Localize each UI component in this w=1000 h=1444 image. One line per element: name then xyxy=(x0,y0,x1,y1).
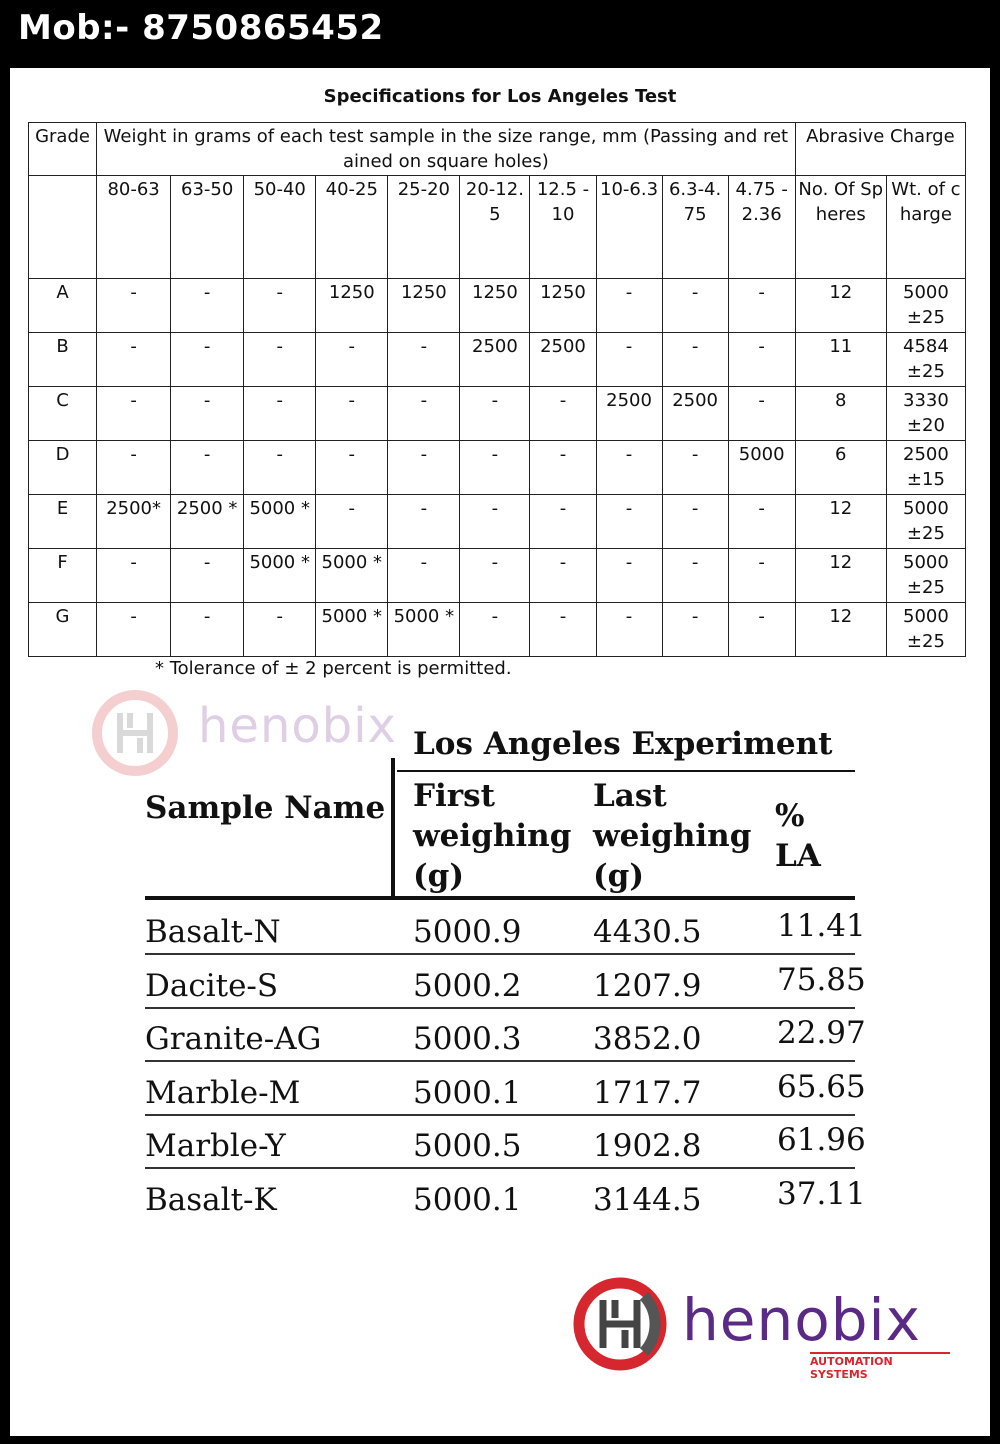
spec-cell: - xyxy=(244,387,316,441)
spec-cell: - xyxy=(530,603,596,657)
spec-cell: - xyxy=(662,333,728,387)
percent-la-cell: 65.65 xyxy=(777,1068,866,1105)
spec-grade-cell: A xyxy=(29,279,97,333)
first-weighing-cell: 5000.2 xyxy=(413,967,522,1004)
brand-logo xyxy=(570,1274,950,1381)
spec-cell: - xyxy=(596,441,662,495)
last-weighing-cell: 4430.5 xyxy=(593,914,702,950)
spec-grade-cell: C xyxy=(29,387,97,441)
spec-row-e xyxy=(29,495,966,549)
spec-cell: 2500 xyxy=(460,333,530,387)
spec-cell: - xyxy=(596,333,662,387)
sample-name-cell: Basalt-N xyxy=(145,914,281,950)
spec-size-4: 25-20 xyxy=(388,176,460,279)
spec-cell: 2500 * xyxy=(171,495,244,549)
spec-cell: - xyxy=(728,333,795,387)
spec-row-f xyxy=(29,549,966,603)
spec-cell: 5000 * xyxy=(244,495,316,549)
sample-name-cell: Granite-AG xyxy=(145,1021,322,1057)
henobix-logo-icon xyxy=(570,1274,670,1374)
header-bar xyxy=(0,0,1000,66)
spec-cell: - xyxy=(662,495,728,549)
spec-cell: - xyxy=(530,495,596,549)
spec-row-a xyxy=(29,279,966,333)
spec-grade-cell: E xyxy=(29,495,97,549)
spec-size-9: 4.75 - 2.36 xyxy=(728,176,795,279)
sample-name-cell: Basalt-K xyxy=(145,1181,277,1218)
spec-cell: 5000 ±25 xyxy=(886,279,965,333)
last-weighing-cell: 1717.7 xyxy=(593,1074,702,1111)
percent-la-cell: 75.85 xyxy=(777,961,866,998)
head-sample-name: Sample Name xyxy=(145,790,386,826)
spec-cell: - xyxy=(728,279,795,333)
spec-cell: - xyxy=(316,441,388,495)
spec-cell: - xyxy=(316,387,388,441)
experiment-row xyxy=(145,902,866,955)
spec-cell: 1250 xyxy=(530,279,596,333)
last-weighing-cell: 3144.5 xyxy=(593,1181,702,1218)
spec-cell: - xyxy=(97,387,171,441)
experiment-table xyxy=(145,718,866,1218)
spec-size-3: 40-25 xyxy=(316,176,388,279)
spec-cell: - xyxy=(316,333,388,387)
spec-cell: - xyxy=(244,279,316,333)
spec-cell: 11 xyxy=(795,333,886,387)
spec-cell: - xyxy=(596,603,662,657)
spec-cell: 3330 ±20 xyxy=(886,387,965,441)
spec-cell: - xyxy=(596,549,662,603)
spec-head-abrasive: Abrasive Charge xyxy=(795,123,965,176)
experiment-group-title: Los Angeles Experiment xyxy=(413,726,833,762)
spec-cell: 5000 * xyxy=(244,549,316,603)
spec-grade-cell: D xyxy=(29,441,97,495)
spec-cell: 5000 ±25 xyxy=(886,495,965,549)
spec-cell: 12 xyxy=(795,279,886,333)
spec-cell: - xyxy=(662,549,728,603)
spec-cell: 4584 ±25 xyxy=(886,333,965,387)
spec-size-2: 50-40 xyxy=(244,176,316,279)
spec-cell: - xyxy=(97,441,171,495)
spec-cell: - xyxy=(171,333,244,387)
spec-cell: - xyxy=(460,387,530,441)
percent-la-cell: 37.11 xyxy=(777,1175,866,1212)
spec-cell: - xyxy=(171,387,244,441)
spec-row-g xyxy=(29,603,966,657)
head-percent-la: % LA xyxy=(775,798,821,874)
spec-cell: - xyxy=(388,387,460,441)
header-rule xyxy=(145,896,855,900)
spec-title: Specifications for Los Angeles Test xyxy=(323,86,677,107)
spec-cell: 5000 ±25 xyxy=(886,549,965,603)
spec-size-1: 63-50 xyxy=(171,176,244,279)
last-weighing-cell: 3852.0 xyxy=(593,1021,702,1057)
spec-cell: - xyxy=(662,279,728,333)
logo-brand: henobix xyxy=(682,1286,921,1354)
spec-cell: - xyxy=(388,441,460,495)
spec-row-d xyxy=(29,441,966,495)
spec-cell: - xyxy=(530,549,596,603)
spec-cell: 12 xyxy=(795,549,886,603)
spec-cell: 1250 xyxy=(460,279,530,333)
spec-cell: - xyxy=(316,495,388,549)
spec-size-6: 12.5 - 10 xyxy=(530,176,596,279)
spec-cell: - xyxy=(662,441,728,495)
sample-name-cell: Marble-Y xyxy=(145,1128,286,1164)
spec-cell: - xyxy=(460,603,530,657)
spec-cell: - xyxy=(460,549,530,603)
spec-head-wt-charge: Wt. of charge xyxy=(886,176,965,279)
spec-cell: - xyxy=(171,441,244,495)
first-weighing-cell: 5000.1 xyxy=(413,1181,522,1218)
spec-cell: - xyxy=(596,279,662,333)
spec-cell: 5000 * xyxy=(316,549,388,603)
spec-size-8: 6.3-4.75 xyxy=(662,176,728,279)
spec-cell: - xyxy=(728,495,795,549)
spec-size-5: 20-12.5 xyxy=(460,176,530,279)
spec-cell: - xyxy=(244,441,316,495)
spec-cell: - xyxy=(728,603,795,657)
head-last-weighing: Last weighing (g) xyxy=(593,778,752,894)
experiment-row xyxy=(145,1009,866,1062)
sample-name-cell: Dacite-S xyxy=(145,967,279,1004)
header-divider xyxy=(391,758,395,898)
spec-cell: - xyxy=(388,333,460,387)
spec-cell: 2500 ±15 xyxy=(886,441,965,495)
spec-cell: - xyxy=(388,495,460,549)
spec-cell: - xyxy=(460,441,530,495)
spec-cell: 5000 ±25 xyxy=(886,603,965,657)
spec-head-grade: Grade xyxy=(29,123,97,176)
spec-row-c xyxy=(29,387,966,441)
experiment-row xyxy=(145,1170,866,1223)
spec-cell: 12 xyxy=(795,495,886,549)
spec-cell: - xyxy=(244,333,316,387)
watermark-brand: henobix xyxy=(198,698,397,754)
spec-grade-cell: G xyxy=(29,603,97,657)
spec-size-0: 80-63 xyxy=(97,176,171,279)
spec-cell: 2500 xyxy=(530,333,596,387)
spec-cell: - xyxy=(460,495,530,549)
spec-cell: - xyxy=(530,441,596,495)
last-weighing-cell: 1902.8 xyxy=(593,1128,702,1164)
percent-la-cell: 61.96 xyxy=(777,1122,866,1158)
last-weighing-cell: 1207.9 xyxy=(593,967,702,1004)
spec-cell: 8 xyxy=(795,387,886,441)
spec-cell: 5000 * xyxy=(316,603,388,657)
spec-cell: - xyxy=(596,495,662,549)
head-first-weighing: First weighing (g) xyxy=(413,778,572,894)
group-rule xyxy=(397,770,855,772)
experiment-row xyxy=(145,956,866,1009)
spec-cell: - xyxy=(728,549,795,603)
percent-la-cell: 11.41 xyxy=(777,908,866,944)
spec-cell: 5000 * xyxy=(388,603,460,657)
spec-cell: - xyxy=(171,279,244,333)
spec-grade-cell: B xyxy=(29,333,97,387)
spec-grade-cell: F xyxy=(29,549,97,603)
spec-cell: - xyxy=(388,549,460,603)
spec-cell: - xyxy=(97,549,171,603)
percent-la-cell: 22.97 xyxy=(777,1015,866,1051)
first-weighing-cell: 5000.9 xyxy=(413,914,522,950)
spec-row-b xyxy=(29,333,966,387)
spec-cell: - xyxy=(97,603,171,657)
spec-head-empty xyxy=(29,176,97,279)
spec-cell: 12 xyxy=(795,603,886,657)
spec-head-weight: Weight in grams of each test sample in the size range, mm (Passing and retained on square holes) xyxy=(97,123,796,176)
first-weighing-cell: 5000.3 xyxy=(413,1021,522,1057)
spec-table xyxy=(28,122,966,657)
spec-cell: - xyxy=(171,603,244,657)
spec-cell: - xyxy=(97,333,171,387)
spec-head-row-2 xyxy=(29,176,966,279)
spec-cell: - xyxy=(530,387,596,441)
logo-tagline: AUTOMATION SYSTEMS xyxy=(810,1352,950,1381)
tolerance-note: * Tolerance of ± 2 percent is permitted. xyxy=(155,658,512,679)
document-sheet xyxy=(10,68,990,1436)
spec-cell: - xyxy=(662,603,728,657)
sample-name-cell: Marble-M xyxy=(145,1074,301,1111)
spec-cell: - xyxy=(728,387,795,441)
spec-cell: - xyxy=(244,603,316,657)
spec-head-spheres: No. Of Spheres xyxy=(795,176,886,279)
spec-cell: 2500* xyxy=(97,495,171,549)
experiment-row xyxy=(145,1063,866,1116)
spec-cell: 6 xyxy=(795,441,886,495)
experiment-row xyxy=(145,1116,866,1169)
first-weighing-cell: 5000.1 xyxy=(413,1074,522,1111)
first-weighing-cell: 5000.5 xyxy=(413,1128,522,1164)
spec-size-7: 10-6.3 xyxy=(596,176,662,279)
spec-cell: - xyxy=(171,549,244,603)
mobile-number: Mob:- 8750865452 xyxy=(18,8,384,48)
spec-cell: 2500 xyxy=(662,387,728,441)
spec-cell: 1250 xyxy=(388,279,460,333)
spec-cell: 5000 xyxy=(728,441,795,495)
spec-cell: 1250 xyxy=(316,279,388,333)
spec-cell: 2500 xyxy=(596,387,662,441)
spec-cell: - xyxy=(97,279,171,333)
spec-head-row-1 xyxy=(29,123,966,176)
